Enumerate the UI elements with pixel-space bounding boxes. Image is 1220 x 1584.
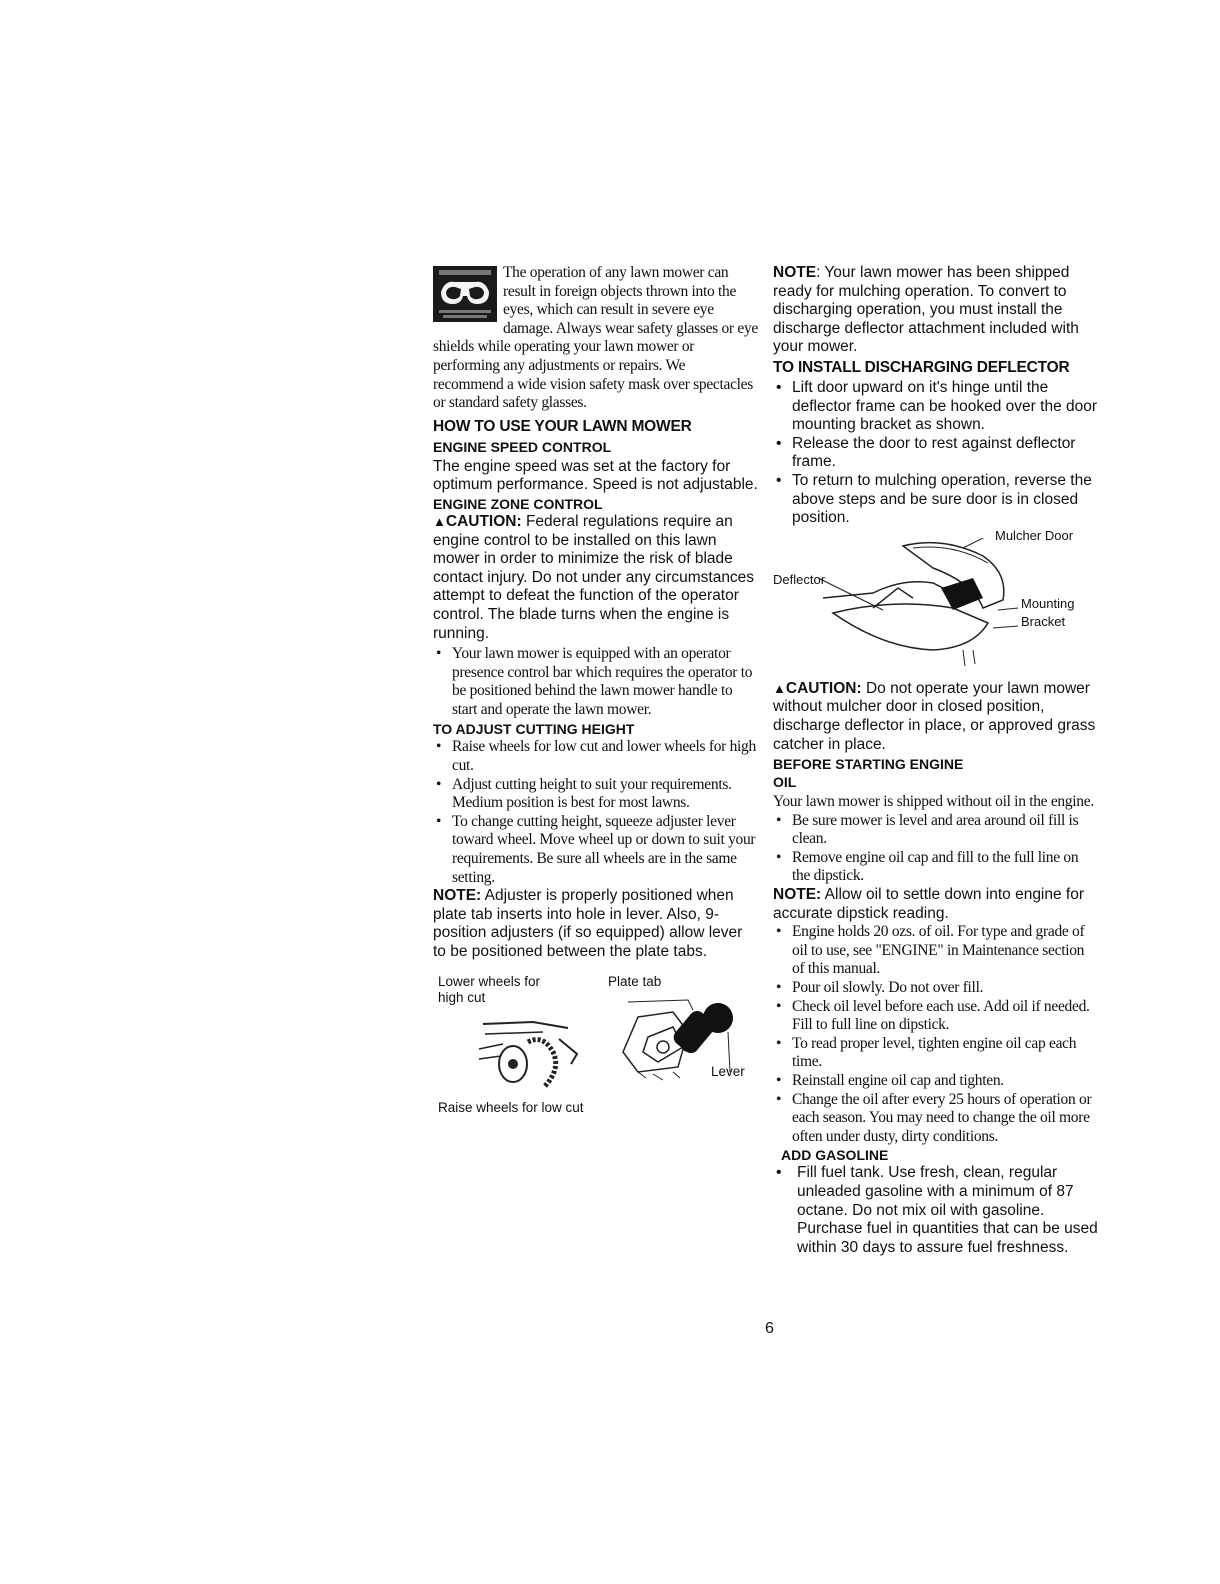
heading-engine-speed: ENGINE SPEED CONTROL <box>433 438 612 455</box>
oil-intro: Your lawn mower is shipped without oil in the engine. <box>773 793 1094 811</box>
list-item: • Be sure mower is level and area around oil fill is clean. <box>773 812 1098 849</box>
eye-warning-text: The operation of any lawn mower can result in foreign objects thrown into the eyes, which can result in severe eye damage. Always wear safety glasses or eye shields while operating your lawn mower or performing any adjustments or repairs. We recommend a wide vision safety mask over spectacles or standard safety glasses. <box>433 264 758 412</box>
gasoline-bullet-list <box>773 1164 1098 1257</box>
label-raise-wheels: Raise wheels for low cut <box>438 1099 584 1115</box>
label-mulcher-door: Mulcher Door <box>995 527 1074 543</box>
label-deflector: Deflector <box>773 571 826 587</box>
list-item: • Engine holds 20 ozs. of oil. For type and grade of oil to use, see "ENGINE" in Maintenance section of this manual. <box>773 923 1098 979</box>
right-column <box>773 264 1098 1257</box>
list-item: • To return to mulching operation, reverse the above steps and be sure door is in closed position. <box>773 472 1098 528</box>
list-item: • Reinstall engine oil cap and tighten. <box>773 1072 1098 1091</box>
label-lever: Lever <box>711 1063 745 1079</box>
list-item: • Release the door to rest against deflector frame. <box>773 435 1098 472</box>
list-item: • Fill fuel tank. Use fresh, clean, regular unleaded gasoline with a minimum of 87 octane. Do not mix oil with gasoline. Purchase fuel in quantities that can be used within 30 days to assure fuel freshness. <box>773 1164 1098 1257</box>
left-column <box>433 264 758 1124</box>
oil-note: NOTE: Allow oil to settle down into engine for accurate dipstick reading. <box>773 886 1085 922</box>
deflector-illustration <box>813 538 1023 668</box>
label-lower-wheels: Lower wheels for high cut <box>438 973 541 1005</box>
caution-label: ▲CAUTION: <box>433 512 522 530</box>
heading-how-to-use: HOW TO USE YOUR LAWN MOWER <box>433 417 692 435</box>
list-item: • Check oil level before each use. Add oil if needed. Fill to full line on dipstick. <box>773 998 1098 1035</box>
list-item: • Raise wheels for low cut and lower wheels for high cut. <box>433 738 758 775</box>
engine-speed-text: The engine speed was set at the factory for optimum performance. Speed is not adjustable. <box>433 457 758 494</box>
adjuster-note: NOTE: Adjuster is properly positioned when plate tab inserts into hole in lever. Also, 9-position adjusters (if so equipped) allow lever to be positioned between the plate tabs. <box>433 887 743 960</box>
caution-triangle-icon: ▲ <box>433 513 446 529</box>
heading-engine-zone: ENGINE ZONE CONTROL <box>433 495 603 512</box>
list-item: • Change the oil after every 25 hours of operation or each season. You may need to change the oil more often under dusty, dirty conditions. <box>773 1091 1098 1147</box>
label-bracket: Bracket <box>1021 613 1066 629</box>
list-item: • To change cutting height, squeeze adjuster lever toward wheel. Move wheel up or down to suit your requirements. Be sure all wheels are in the same setting. <box>433 813 758 887</box>
eye-warning-block <box>433 264 758 413</box>
heading-before-starting: BEFORE STARTING ENGINE <box>773 756 964 773</box>
caution-triangle-icon: ▲ <box>773 680 786 696</box>
cutting-height-figure <box>433 974 758 1124</box>
oil-bullet-list-b <box>773 923 1098 1146</box>
safety-glasses-icon <box>433 266 497 322</box>
wheel-adjuster-illustration <box>473 1014 583 1094</box>
heading-install-deflector: TO INSTALL DISCHARGING DEFLECTOR <box>773 358 1070 376</box>
list-item: • Lift door upward on it's hinge until the deflector frame can be hooked over the door mounting bracket as shown. <box>773 379 1098 435</box>
list-item: • Pour oil slowly. Do not over fill. <box>773 979 1098 998</box>
door-caution-paragraph: ▲CAUTION: Do not operate your lawn mower without mulcher door in closed position, discharge deflector in place, or approved grass catcher in place. <box>773 679 1096 753</box>
cutting-bullet-list <box>433 738 758 887</box>
zone-caution-paragraph: ▲CAUTION: Federal regulations require an engine control to be installed on this lawn mower in order to minimize the risk of blade contact injury. Do not under any circumstances attempt to defeat the function of the operator control. The blade turns when the engine is running. <box>433 512 755 642</box>
mulching-note: NOTE: Your lawn mower has been shipped ready for mulching operation. To convert to discharging operation, you must install the discharge deflector attachment included with your mower. <box>773 264 1079 356</box>
label-plate-tab: Plate tab <box>608 973 662 989</box>
page-number: 6 <box>765 1320 774 1337</box>
list-item: • Adjust cutting height to suit your requirements. Medium position is best for most lawns. <box>433 776 758 813</box>
zone-bullet-list <box>433 645 758 719</box>
list-item: • Your lawn mower is equipped with an operator presence control bar which requires the operator to be positioned behind the lawn mower handle to start and operate the lawn mower. <box>433 645 758 719</box>
install-bullet-list <box>773 379 1098 528</box>
list-item: • To read proper level, tighten engine oil cap each time. <box>773 1035 1098 1072</box>
deflector-figure <box>773 524 1098 676</box>
oil-bullet-list-a <box>773 812 1098 886</box>
label-mounting: Mounting <box>1021 595 1075 611</box>
heading-cutting-height: TO ADJUST CUTTING HEIGHT <box>433 721 635 738</box>
heading-oil: OIL <box>773 774 797 791</box>
caution-label: ▲CAUTION: <box>773 679 862 697</box>
heading-add-gasoline: ADD GASOLINE <box>781 1147 889 1164</box>
list-item: • Remove engine oil cap and fill to the full line on the dipstick. <box>773 849 1098 886</box>
